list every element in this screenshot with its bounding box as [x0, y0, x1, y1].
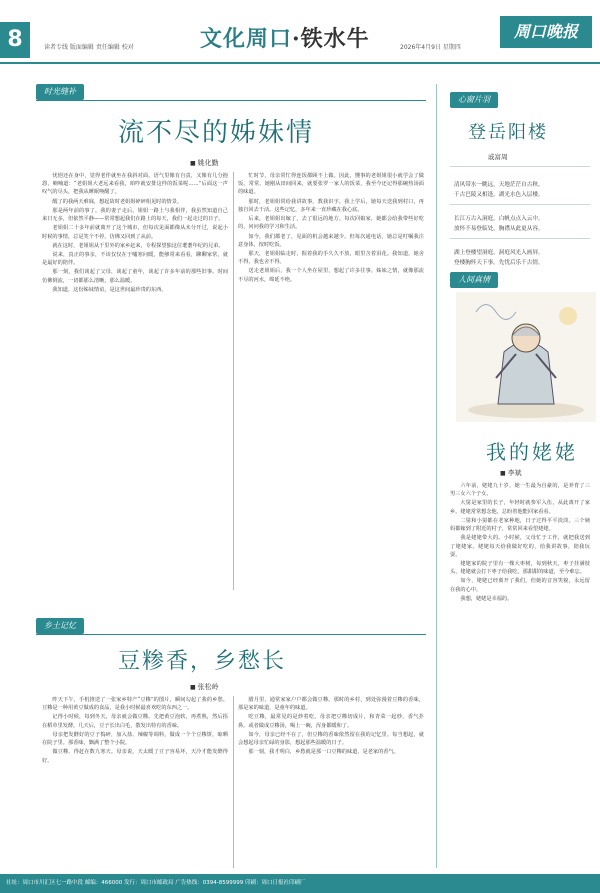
section-badge-hometown: 乡土记忆	[36, 618, 84, 634]
paragraph: 就在这时，老姐姐从千里外的家乡赶来，专程探望独这位耄耋年纪的兄弟。	[52, 242, 224, 249]
article3-column	[450, 482, 590, 868]
paragraph: 后来，老姐姐出嫁了，去了很远的地方。每次回娘家，她都会给我带些好吃的，问问我的学习和生活。	[238, 216, 424, 231]
poem-separator	[450, 204, 590, 205]
poem-separator	[450, 166, 590, 167]
paragraph: 记得小时候，每到冬天，母亲就会做豆糁。先把黄豆泡软，再煮熟，然后捂在稻草里发酵。几天后，豆子长出白毛，散发出特有的香味。	[42, 714, 228, 729]
section-badge-poem: 心窗片羽	[450, 92, 498, 108]
header-meta: 读者专线 版面编辑 责任编辑 校对	[44, 44, 134, 51]
poem-line: 千古巴陵又相逢，湖光水色入层楼。	[454, 192, 544, 198]
paragraph: 六年前，姥姥九十岁，她一生最为自豪的，是养育了三男三女六个子女。	[450, 483, 590, 498]
sidebar-divider	[436, 84, 437, 868]
paragraph: 老姐姐二十多年前就离开了这个城市，但每次见面都像从未分开过，说起小时候的事情，总是笑个不停，仿佛又回到了从前。	[42, 225, 228, 240]
poem-line: 湖上登楼望洞庭，洞庭风光入画屏。	[454, 250, 544, 256]
paragraph: 姥姥家的院子里有一棵大枣树，每到秋天，枣子挂满枝头，姥姥就会打下枣子给我吃。那甜甜的味道，至今难忘。	[450, 560, 590, 576]
poem-line: 登楼胸怀天下事，先忧后乐千古情。	[454, 260, 544, 266]
article2-column-2	[238, 696, 424, 868]
grandma-illustration	[456, 292, 596, 422]
section-rule	[36, 634, 426, 635]
paragraph: 那是两年前的事了。我的妻子走后，姐姐一路上与我相伴，我虽然知道自己来日无多，但依然平静——常常想起我们在路上的每天，我们一起走过的日子。	[42, 207, 228, 223]
paragraph: 如今，姥姥已经离开了我们，但她的音容笑貌，永远留在我的心中。	[450, 578, 590, 593]
poem-separator	[450, 238, 590, 239]
article-byline: ■ 姚化勤	[190, 158, 219, 168]
section-badge-love: 人间真情	[450, 272, 498, 288]
paragraph: 如今，母亲已经不在了，但豆糁的香味依然留在我的记忆里。每当想起，就会想起母亲忙碌的身影，想起那些温暖的日子。	[238, 731, 424, 747]
article1-column-2	[238, 172, 424, 590]
paragraph: 如今，我们都老了，见面的机会越来越少。但每次通电话，她总是叮嘱我注意身体，按时吃饭。	[238, 233, 424, 248]
paragraph: 忙时节，母亲常忙得连饭都顾不上做。因此，懂事的老姐姐很小就学会了做饭。常常，她刚从田间回来，就要张罗一家人的饭菜，我至今还记得那碗热汤面的味道。	[238, 173, 424, 196]
column-divider	[233, 172, 234, 590]
section-rule	[36, 100, 426, 101]
paragraph: 大舅是家里的长子，年轻时就参军入伍，从此离开了家乡。姥姥常常想念他，总盼着他能回家看看。	[450, 500, 590, 515]
page-footer: 社址：周口市川汇区七一路中段 邮编：466000 发行：周口市邮政局 广告热线：0394-8599999 印刷：周口日报社印刷厂	[0, 874, 600, 893]
issue-date: 2026年4月9日 星期四	[400, 44, 461, 51]
poem-title: 登岳阳楼	[468, 122, 548, 143]
paragraph: 母亲把发酵好的豆子捣碎，加入盐、辣椒等调料，做成一个个豆糁饼，晾晒在院子里。那香味，飘满了整个小院。	[42, 731, 228, 747]
paragraph: 腊月里，通常家家户户都会做豆糁。那时的乡村，到处弥漫着豆糁的香味，那是家的味道，是童年的味道。	[238, 697, 424, 712]
paragraph: 我是姥姥带大的。小时候，父母忙于工作，就把我送到了姥姥家。姥姥每天给我做好吃的，给我讲故事，陪我玩耍。	[450, 535, 590, 558]
article2-column-1	[42, 696, 228, 868]
article1-column-1	[42, 172, 228, 590]
paragraph: 昨天下午，手机推送了一张家乡特产“豆糁”的图片，瞬间勾起了我的乡愁。豆糁是一种用黄豆做成的食品，是我小时候最喜欢吃的东西之一。	[42, 697, 228, 712]
article-byline: ■ 李斌	[500, 468, 522, 478]
article-title-bean: 豆糁香，乡愁长	[118, 649, 287, 674]
paragraph: 做豆糁，得赶在数九寒天。母亲说，天太暖了豆子容易坏，天冷才能发酵得好。	[42, 749, 228, 764]
poem-line: 清风带水一眺远，天地茫茫自古秋。	[454, 182, 544, 188]
paragraph: 那一刻，我才明白，乡愁就是那一口豆糁的味道，是老家的香气。	[248, 749, 399, 756]
article-byline: ■ 张松岭	[190, 682, 219, 692]
paragraph: 醒了的我两天难寐，想起故时老姐姐碎碎相见时的情景。	[52, 198, 183, 205]
poem-author: 戚富周	[488, 153, 508, 161]
article-title-sisters: 流不尽的姊妹情	[118, 118, 315, 148]
paragraph: 那天，老姐姐临走时，握着我的手久久不放，眼里含着泪花。我知道，她舍不得，我也舍不得。	[238, 250, 424, 266]
paragraph: 我想，姥姥是幸福的。	[460, 595, 513, 602]
section-title-main: 文化周口	[200, 26, 293, 52]
newspaper-logo: 周口晚报	[500, 16, 592, 48]
paragraph: 忧悒还在身中，觉得老伴就坐在我斜对面，语气里像有自责，又像有几分抱怨，喃喃道：“老姐姐大老远来看我，咱咋就安排这样的饭菜呢……”后面这一声叹气的尽头，把我从睡眠唤醒了。	[42, 173, 228, 196]
header-rule	[0, 62, 600, 64]
section-title-sub: ·铁水牛	[292, 26, 370, 52]
paragraph: 说来，真正的事亲，不该仅仅在于嘘寒问暖，能够常来看看，聊聊家常，就是最好的陪伴。	[42, 251, 228, 267]
poem-line: 长江万古入洞庭，白帆点点入云中。	[454, 216, 544, 222]
paragraph: 吃豆糁，最常见的是炒着吃。母亲把豆糁切成片，和青菜一起炒，香气扑鼻。或者做成豆糁汤，喝上一碗，浑身都暖和了。	[238, 714, 424, 729]
poem-line: 放怀不易登临处，胸襟从此更从容。	[454, 226, 544, 232]
paragraph: 送走老姐姐后，我一个人坐在屋里，想起了许多往事。姊妹之情，就像那流不尽的河水，绵延不绝。	[238, 268, 424, 283]
page-header	[0, 0, 600, 66]
paragraph: 我知道，这份姊妹情谊，是这世间最珍贵的东西。	[52, 286, 167, 293]
article-title-grandma: 我的姥姥	[486, 440, 578, 464]
paragraph: 那时，老姐姐常给我讲故事，教我识字。我上学后，她每天送我到村口，再独自回去干活。这些记忆，多年来一直珍藏在我心底。	[238, 198, 424, 213]
column-divider	[233, 696, 234, 868]
section-badge-time: 时光缝补	[36, 84, 84, 100]
paragraph: 那一刻，我们谈起了父母，谈起了童年，谈起了许多年前的那些旧事。时间仿佛倒流，一切都那么清晰，那么温暖。	[42, 269, 228, 284]
paragraph: 二舅和小舅都在老家种地，日子过得平平淡淡。三个姨妈都嫁到了附近的村子，常常回来看望姥姥。	[450, 517, 590, 533]
page-number: 8	[0, 22, 30, 58]
section-title	[200, 22, 370, 53]
